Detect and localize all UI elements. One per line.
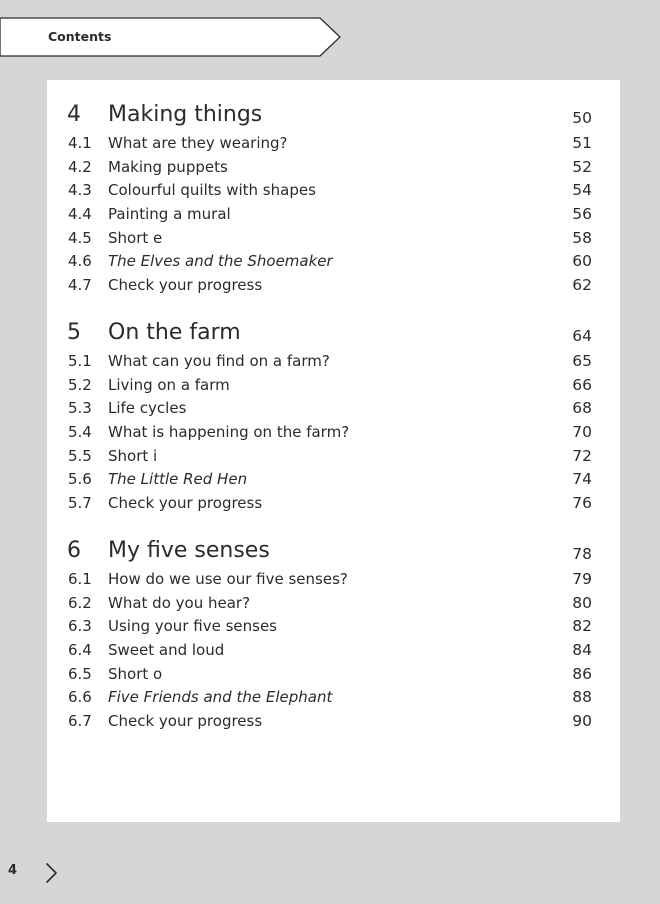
row-number: 4.2	[68, 157, 92, 176]
toc-row[interactable]	[47, 179, 620, 203]
contents-tab[interactable]	[0, 17, 340, 57]
row-page: 86	[572, 664, 592, 683]
row-title: Colourful quilts with shapes	[108, 181, 316, 200]
toc-row[interactable]	[47, 686, 620, 710]
row-title: Short e	[108, 228, 163, 247]
toc-row[interactable]	[47, 156, 620, 180]
row-title: Making puppets	[108, 157, 228, 176]
row-page: 60	[572, 252, 592, 271]
section-page: 64	[572, 327, 592, 345]
row-number: 5.2	[68, 375, 92, 394]
row-page: 90	[572, 712, 592, 731]
row-page: 68	[572, 399, 592, 418]
row-page: 82	[572, 617, 592, 636]
toc-row[interactable]	[47, 592, 620, 616]
section-title: Making things	[108, 102, 263, 127]
section-title: On the farm	[108, 320, 241, 345]
row-number: 6.1	[68, 570, 92, 588]
row-title: Check your progress	[108, 276, 263, 295]
row-title: How do we use our five senses?	[108, 570, 348, 588]
section-number: 5	[67, 320, 81, 345]
toc-row[interactable]	[47, 250, 620, 274]
row-page: 52	[572, 157, 592, 176]
section-number: 4	[67, 102, 81, 127]
row-number: 5.3	[68, 399, 92, 418]
row-number: 5.7	[68, 494, 92, 513]
toc-row[interactable]	[47, 615, 620, 639]
section-page: 50	[572, 109, 592, 127]
row-page: 56	[572, 205, 592, 224]
toc-row[interactable]	[47, 374, 620, 398]
section-heading[interactable]	[47, 538, 620, 568]
row-title: Check your progress	[108, 494, 263, 513]
row-title: Short i	[108, 446, 158, 465]
row-title: What is happening on the farm?	[108, 423, 350, 442]
row-number: 6.6	[68, 688, 92, 707]
row-number: 4.6	[68, 252, 92, 271]
row-number: 6.2	[68, 593, 92, 612]
toc-row[interactable]	[47, 568, 620, 592]
section-4	[47, 102, 620, 298]
row-number: 5.1	[68, 352, 92, 370]
section-page: 78	[572, 545, 592, 563]
toc-row[interactable]	[47, 132, 620, 156]
toc-row[interactable]	[47, 663, 620, 687]
row-title: Five Friends and the Elephant	[108, 688, 333, 707]
row-number: 5.6	[68, 470, 92, 489]
row-page: 80	[572, 593, 592, 612]
toc-row[interactable]	[47, 492, 620, 516]
contents-panel	[47, 80, 620, 822]
toc-row[interactable]	[47, 350, 620, 374]
row-title: The Elves and the Shoemaker	[108, 252, 333, 271]
row-number: 4.3	[68, 181, 92, 200]
row-title: Life cycles	[108, 399, 187, 418]
row-number: 4.7	[68, 276, 92, 295]
row-page: 66	[572, 375, 592, 394]
row-number: 5.4	[68, 423, 92, 442]
toc-row[interactable]	[47, 710, 620, 734]
section-title: My five senses	[108, 538, 270, 563]
row-page: 54	[572, 181, 592, 200]
row-title: Check your progress	[108, 712, 263, 731]
row-title: What are they wearing?	[108, 134, 288, 152]
toc-row[interactable]	[47, 421, 620, 445]
row-title: The Little Red Hen	[108, 470, 248, 489]
toc-row[interactable]	[47, 203, 620, 227]
section-number: 6	[67, 538, 81, 563]
page-number: 4	[8, 863, 18, 878]
row-page: 65	[572, 352, 592, 370]
row-number: 6.5	[68, 664, 92, 683]
row-page: 88	[572, 688, 592, 707]
toc-row[interactable]	[47, 468, 620, 492]
row-title: Sweet and loud	[108, 641, 225, 660]
toc-row[interactable]	[47, 639, 620, 663]
row-page: 72	[572, 446, 592, 465]
row-title: Short o	[108, 664, 163, 683]
toc-row[interactable]	[47, 274, 620, 298]
section-5	[47, 320, 620, 516]
section-heading[interactable]	[47, 320, 620, 350]
row-title: What can you find on a farm?	[108, 352, 330, 370]
row-number: 5.5	[68, 446, 92, 465]
toc-row[interactable]	[47, 445, 620, 469]
row-page: 51	[572, 134, 592, 152]
section-6	[47, 538, 620, 734]
row-title: Painting a mural	[108, 205, 231, 224]
row-page: 84	[572, 641, 592, 660]
row-title: Living on a farm	[108, 375, 230, 394]
row-number: 4.5	[68, 228, 92, 247]
row-number: 4.1	[68, 134, 92, 152]
row-title: Using your five senses	[108, 617, 277, 636]
section-heading[interactable]	[47, 102, 620, 132]
next-page-chevron-icon[interactable]	[44, 862, 60, 888]
row-number: 6.3	[68, 617, 92, 636]
row-number: 6.7	[68, 712, 92, 731]
row-number: 4.4	[68, 205, 92, 224]
row-title: What do you hear?	[108, 593, 251, 612]
row-number: 6.4	[68, 641, 92, 660]
row-page: 74	[572, 470, 592, 489]
row-page: 58	[572, 228, 592, 247]
row-page: 76	[572, 494, 592, 513]
row-page: 79	[572, 570, 592, 588]
row-page: 70	[572, 423, 592, 442]
toc-row[interactable]	[47, 227, 620, 251]
contents-label: Contents	[48, 29, 112, 44]
row-page: 62	[572, 276, 592, 295]
toc-row[interactable]	[47, 397, 620, 421]
